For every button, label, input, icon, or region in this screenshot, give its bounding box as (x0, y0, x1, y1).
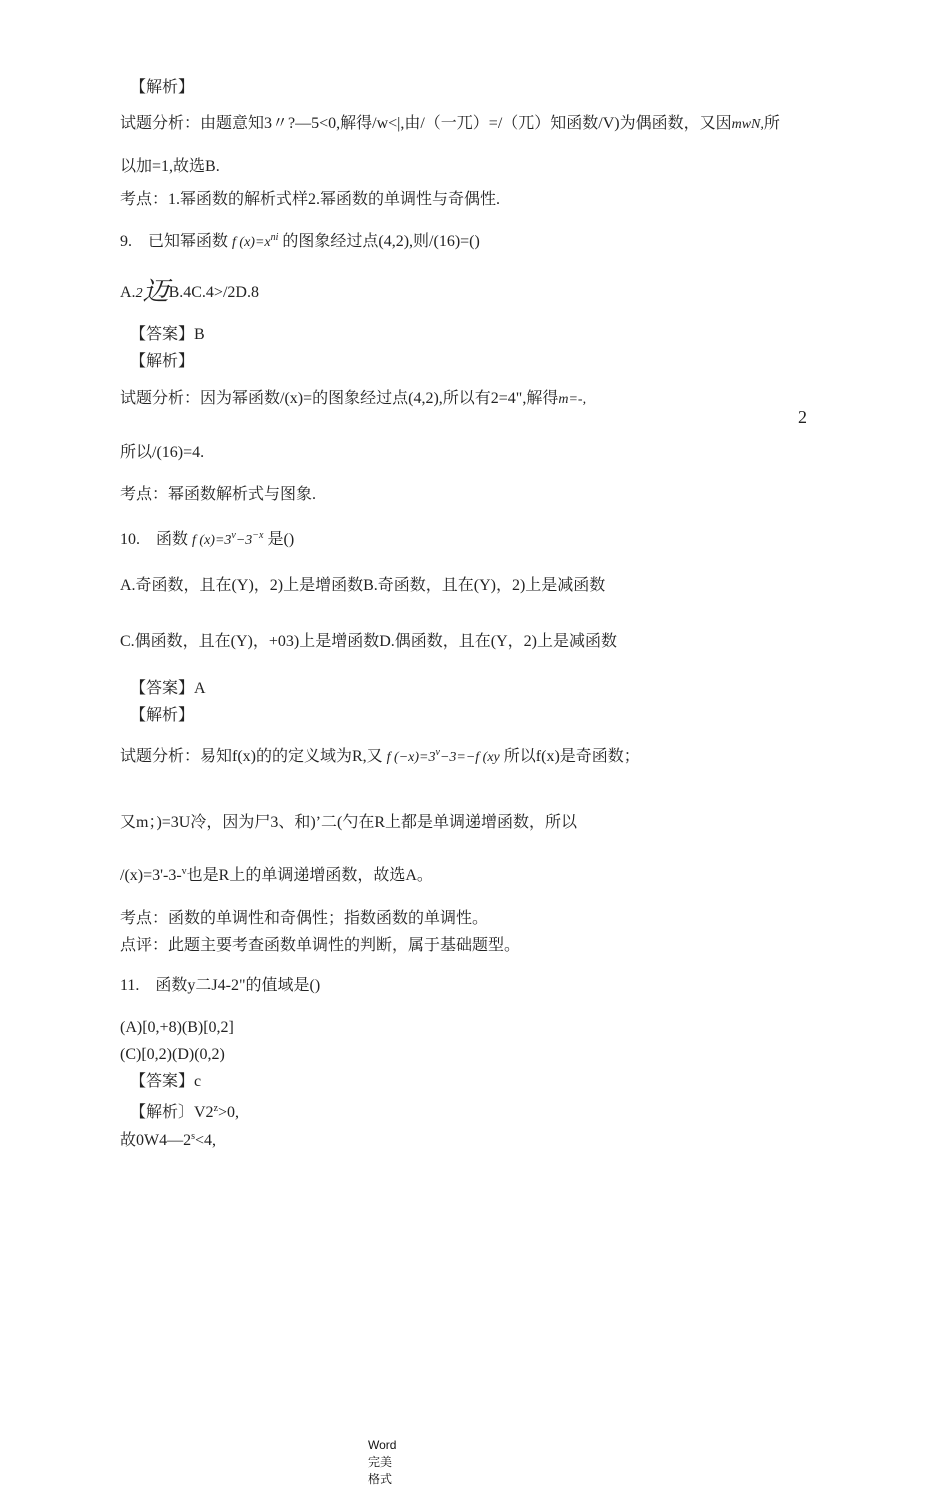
analysis-text-q10-cont: 又m；)=3U冷，因为尸3、和)’二(勺在R上都是单调递增函数，所以 (120, 814, 578, 831)
text-run: 故0W4—2 (120, 1132, 192, 1149)
math-run: −3 (235, 533, 253, 548)
math-run: mwN, (731, 117, 764, 132)
text-run: 试题分析：因为幂函数/(x)=的图象经过点(4,2),所以有2=4",解得 (120, 390, 559, 407)
answer-q9: 【答案】B (130, 326, 205, 343)
text-run: 【解析〕V2 (130, 1104, 214, 1121)
math-sup: v (181, 866, 187, 877)
analysis-text-q8 (120, 114, 780, 135)
comment-q10: 点评：此题主要考查函数单调性的判断，属于基础题型。 (120, 937, 521, 954)
question-11-options-ab: (A)[0,+8)(B)[0,2] (120, 1019, 234, 1036)
page-footer (368, 1437, 408, 1488)
analysis-text-q9 (120, 389, 586, 410)
fraction-denominator: 2 (798, 407, 807, 427)
question-10 (120, 526, 294, 551)
question-11: 11. 函数y二J4-2"的值域是() (120, 977, 321, 994)
text-run: 所 (763, 115, 780, 132)
knowledge-point-q8: 考点：1.幂函数的解析式样2.幂函数的单调性与奇偶性. (120, 191, 501, 208)
analysis-q11-cont (120, 1127, 216, 1151)
math-run: f (x)=x (232, 235, 271, 250)
math-sup: v (435, 747, 440, 758)
text-run: 试题分析：由题意知3〃?—5<0,解得/w<|,由/（一兀）=/（兀）知函数/V)为偶函数，又因 (120, 115, 732, 132)
analysis-heading-q10: 【解析】 (130, 707, 195, 724)
math-run: −3=−f (xy (439, 750, 500, 765)
text-run: A. (120, 284, 136, 301)
answer-q11: 【答案】c (130, 1073, 202, 1090)
answer-q10: 【答案】A (130, 680, 206, 697)
analysis-text-q9-cont: 所以/(16)=4. (120, 444, 205, 461)
question-9 (120, 228, 480, 253)
analysis-heading-q9: 【解析】 (130, 353, 195, 370)
footer-line: Word (368, 1438, 397, 1452)
analysis-text-q8-cont: 以加=1,故选B. (120, 158, 220, 175)
text-run: 所以f(x)是奇函数； (503, 748, 640, 765)
math-run: f (−x)=3 (386, 750, 436, 765)
math-sup: z (213, 1103, 219, 1114)
question-10-options-cd: C.偶函数，且在(Y)，+03)上是增函数D.偶函数，且在(Y，2)上是减函数 (120, 633, 618, 650)
option-a-glyph: 迈 (142, 277, 169, 307)
text-run: 试题分析：易知f(x)的的定义域为R,又 (120, 748, 383, 765)
text-run: B.4C.4>/2D.8 (168, 284, 259, 301)
analysis-text-q10-cont2 (120, 862, 433, 886)
text-run: <4, (195, 1132, 217, 1149)
math-run: 2 (135, 286, 143, 301)
math-sup: s (191, 1131, 196, 1142)
text-run: 9. 已知幂函数 (120, 233, 229, 250)
question-10-options-ab: A.奇函数，且在(Y)，2)上是增函数B.奇函数，且在(Y)，2)上是减函数 (120, 577, 606, 594)
math-run: m=-, (558, 392, 587, 407)
text-run: 的图象经过点(4,2),则/(16)=() (282, 233, 480, 250)
text-run: >0, (218, 1104, 240, 1121)
text-run: 是() (267, 531, 295, 548)
analysis-heading: 【解析】 (130, 79, 195, 96)
question-9-options (120, 277, 259, 307)
text-run: /(x)=3'-3- (120, 867, 182, 884)
math-sup: ni (270, 232, 279, 243)
text-run: 10. 函数 (120, 531, 189, 548)
footer-line: 格式 (368, 1472, 393, 1486)
analysis-text-q10 (120, 743, 640, 768)
math-sup: v (231, 530, 236, 541)
math-sup: −x (252, 530, 264, 541)
knowledge-point-q9: 考点：幂函数解析式与图象. (120, 486, 317, 503)
analysis-q11 (130, 1099, 239, 1123)
knowledge-point-q10: 考点：函数的单调性和奇偶性；指数函数的单调性。 (120, 910, 489, 927)
footer-line: 完美 (368, 1455, 393, 1469)
question-11-options-cd: (C)[0,2)(D)(0,2) (120, 1046, 225, 1063)
text-run: 也是R上的单调递增函数，故选A。 (186, 867, 433, 884)
math-run: f (x)=3 (192, 533, 232, 548)
